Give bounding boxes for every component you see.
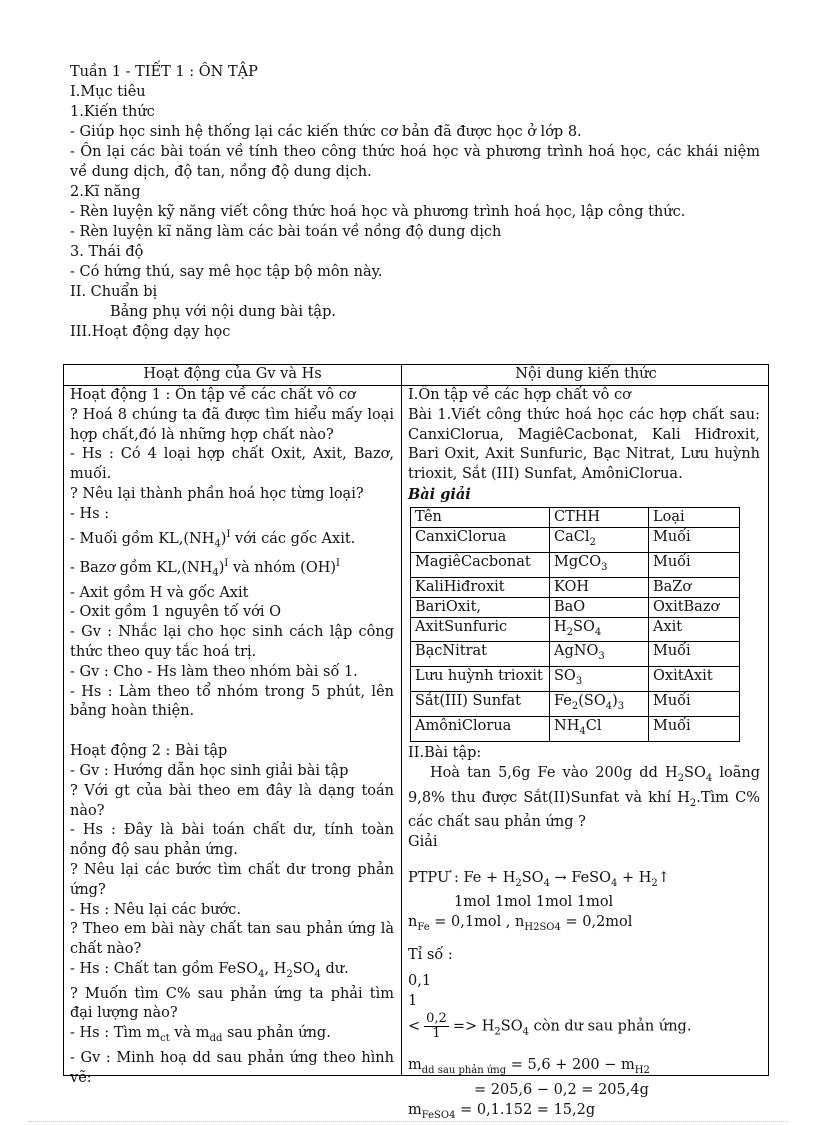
salt-composition: - Muối gồm $KL,(NH_4)^I$ với các gốc Axit. xyxy=(70,528,356,550)
answer-steps: - Hs : Nêu lại các bước. xyxy=(70,901,242,918)
subsection-knowledge: 1.Kiến thức xyxy=(70,104,155,120)
exercise-2-prompt: Hoà tan 5,6g Fe vào 200g dd $H_2SO_4$ loãng 9,8% thu được Sắt(II)Sunfat và khí $H_2.Tìm$ C% các chất sau phản ứng ? xyxy=(408,764,760,831)
base-composition: - Bazơ gồm $KL,(NH_4)^I$ và nhóm (OH)$^I$ xyxy=(70,558,340,579)
compound-formula: $H_2SO_4$ xyxy=(550,617,649,642)
compound-type: Muối xyxy=(649,717,740,742)
lesson-title: Tuần 1 - TIẾT 1 : ÔN TẬP xyxy=(70,64,258,80)
compound-formula: AgNO$_3$ xyxy=(550,642,649,667)
solution-table xyxy=(410,507,740,742)
section-preparation: II. Chuẩn bị xyxy=(70,284,158,300)
answer-solutes: - Hs : Chất tan gồm FeSO$_4$, $H_2SO_4$ dư. xyxy=(70,960,349,980)
compound-formula: $Fe_2(SO_4)_3$ xyxy=(550,692,649,717)
lesson-header xyxy=(70,62,760,342)
solution-header-row xyxy=(411,507,740,527)
col-type: Loại xyxy=(649,507,740,527)
compound-name: Sắt(III) Sunfat xyxy=(411,692,550,717)
col-name: Tên xyxy=(411,507,550,527)
section-objectives: I.Mục tiêu xyxy=(70,84,146,100)
knowledge-column: I.Ôn tập về các hợp chất vô cơ Bài 1.Viết công thức hoá học các hợp chất sau: CanxiClorua, MagiêCacbonat, Kali Hiđroxit, Bari Oxit, Axit Sunfuric, Bạc Nitrat, Lưu huỳnh trioxit, Sắt (III) Sunfat, AmôniClorua. Bài giải Tên CTHH Loại CanxiClorua CaCl$_2$ Muối MagiêCacbonat MgCO$_3$ Muối KaliHiđroxit KOH BaZơ BariOxit, BaO OxitBazơ AxitSunfuric $H_2SO_4$ Axit BạcNitrat AgNO$_3$ Muối Lưu huỳnh trioxit $SO_3$ OxitAxit Sắt(III) Sunfat $Fe_2(SO_4)_3$ Muối AmôniClorua $NH_4Cl$ Muối II.Bài tập: Hoà tan 5,6g Fe vào 200g dd $H_2SO_4$ loãng 9,8% thu được Sắt(II)Sunfat và khí $H_2.Tìm$ C% các chất sau phản ứng ? Giải PTPƯ : $Fe + H_2SO_4$ → FeSO$_4$ + $H_2↑$ 1mol 1mol 1mol 1mol $n_{Fe} = 0,1mol$ , $n_{H2SO4} = 0,2mol$ Tỉ số : 0,1 1 < $\frac{0,2}{1}$ => $H_2SO_4$ còn dư sau phản ứng. $m_{dd sau phản ứng} = 5,6 + 200 - m_{H2}$ = 205,6 − 0,2 = 205,4g $m_{FeSO4} = 0,1.152 = 15,2g$ xyxy=(408,386,760,1125)
question-composition: ? Nêu lại thành phần hoá học từng loại? xyxy=(70,485,364,502)
compound-formula: CaCl$_2$ xyxy=(550,527,649,552)
table-header-row xyxy=(64,365,768,386)
solve-label: Giải xyxy=(408,833,438,850)
compound-type: Axit xyxy=(649,617,740,642)
question-solutes: ? Theo em bài này chất tan sau phản ứng là chất nào? xyxy=(70,921,394,958)
mole-calculation: $n_{Fe} = 0,1mol$ , $n_{H2SO4} = 0,2mol$ xyxy=(408,914,633,934)
col-formula: CTHH xyxy=(550,507,649,527)
solution-row xyxy=(411,527,740,552)
solution-mass: $m_{dd sau phản ứng} = 5,6 + 200 - m_{H2}$ xyxy=(408,1057,650,1077)
skills-item-1: - Rèn luyện kỹ năng viết công thức hoá học và phương trình hoá học, lập công thức. xyxy=(70,204,686,220)
answer-problem-type: - Hs : Đây là bài toán chất dư, tính toàn nồng độ sau phản ứng. xyxy=(70,822,394,859)
compound-name: AmôniClorua xyxy=(411,717,550,742)
activities-table xyxy=(63,364,769,1121)
solution-row xyxy=(411,597,740,617)
solution-row xyxy=(411,642,740,667)
question-steps: ? Nêu lại các bước tìm chất dư trong phản ứng? xyxy=(70,861,394,898)
question-quantities: ? Muốn tìm C% sau phản ứng ta phải tìm đại lượng nào? xyxy=(70,985,394,1022)
oxide-composition: - Oxit gồm 1 nguyên tố với O xyxy=(70,604,282,621)
answer-quantities: - Hs : Tìm $m_{ct}$ và $m_{dd}$ sau phản ứng. xyxy=(70,1025,331,1045)
teacher-student-column xyxy=(70,386,394,1089)
skills-item-2: - Rèn luyện kĩ năng làm các bài toán về nồng độ dung dịch xyxy=(70,224,502,240)
compound-type: OxitAxit xyxy=(649,667,740,692)
mole-ratio: 1mol 1mol 1mol 1mol xyxy=(454,894,614,911)
solution-row xyxy=(411,617,740,642)
compound-name: BariOxit, xyxy=(411,597,550,617)
attitude-item-1: - Có hứng thú, say mê học tập bộ môn này. xyxy=(70,264,383,280)
compound-name: BạcNitrat xyxy=(411,642,550,667)
solution-mass-result: = 205,6 − 0,2 = 205,4g xyxy=(474,1081,649,1098)
acid-composition: - Axit gồm H và gốc Axit xyxy=(70,584,249,601)
compound-formula: BaO xyxy=(550,597,649,617)
question-compound-types: ? Hoá 8 chúng ta đã được tìm hiểu mấy loại hợp chất,đó là những hợp chất nào? xyxy=(70,406,394,443)
compound-formula: $SO_3$ xyxy=(550,667,649,692)
ratio-comparison: Tỉ số : xyxy=(408,946,453,963)
compound-type: Muối xyxy=(649,692,740,717)
section-inorganic-review: I.Ôn tập về các hợp chất vô cơ xyxy=(408,387,631,403)
section-exercises: II.Bài tập: xyxy=(408,745,482,762)
compound-type: Muối xyxy=(649,552,740,577)
reaction-equation: PTPƯ : $Fe + H_2SO_4$ → FeSO$_4$ + $H_2↑$ xyxy=(408,869,670,889)
student-label: - Hs : xyxy=(70,505,110,522)
student-group-work: - Hs : Làm theo tổ nhóm trong 5 phút, lên bảng hoàn thiện. xyxy=(70,683,394,720)
knowledge-item-2: - Ôn lại các bài toán về tính theo công thức hoá học và phương trình hoá học, các khái niệm về dung dịch, độ tan, nồng độ dung dịch. xyxy=(70,144,760,180)
compound-type: OxitBazơ xyxy=(649,597,740,617)
compound-name: Lưu huỳnh trioxit xyxy=(411,667,550,692)
compound-formula: KOH xyxy=(550,577,649,597)
solution-row xyxy=(411,692,740,717)
compound-type: BaZơ xyxy=(649,577,740,597)
question-problem-type: ? Với gt của bài theo em đây là dạng toán nào? xyxy=(70,782,394,819)
activity-1-title: Hoạt động 1 : Ôn tập về các chất vô cơ xyxy=(70,387,356,403)
compound-type: Muối xyxy=(649,527,740,552)
teacher-formula-rule: - Gv : Nhắc lại cho học sinh cách lập công thức theo quy tắc hoá trị. xyxy=(70,624,394,660)
answer-compound-types: - Hs : Có 4 loại hợp chất Oxit, Axit, Bazơ, muối. xyxy=(70,446,394,483)
compound-formula: $NH_4Cl$ xyxy=(550,717,649,742)
compound-name: CanxiClorua xyxy=(411,527,550,552)
compound-type: Muối xyxy=(649,642,740,667)
subsection-attitude: 3. Thái độ xyxy=(70,244,144,260)
teacher-illustration: - Gv : Minh hoạ dd sau phản ứng theo hình vẽ: xyxy=(70,1049,394,1086)
activity-2-title: Hoạt động 2 : Bài tập xyxy=(70,743,228,760)
teacher-guide: - Gv : Hướng dẫn học sinh giải bài tập xyxy=(70,762,349,779)
header-content: Nội dung kiến thức xyxy=(515,366,657,382)
page-footer-line xyxy=(28,1121,788,1122)
solution-row xyxy=(411,717,740,742)
compound-name: KaliHiđroxit xyxy=(411,577,550,597)
preparation-item: Bảng phụ với nội dung bài tập. xyxy=(110,304,336,320)
solution-row xyxy=(411,552,740,577)
subsection-skills: 2.Kĩ năng xyxy=(70,184,141,200)
solution-row xyxy=(411,667,740,692)
knowledge-item-1: - Giúp học sinh hệ thống lại các kiến thức cơ bản đã được học ở lớp 8. xyxy=(70,124,582,140)
solution-label: Bài giải xyxy=(408,485,471,503)
header-activities: Hoạt động của Gv và Hs xyxy=(143,366,322,382)
feso4-mass: $m_{FeSO4} = 0,1.152 = 15,2g$ xyxy=(408,1101,596,1121)
compound-name: AxitSunfuric xyxy=(411,617,550,642)
compound-formula: MgCO$_3$ xyxy=(550,552,649,577)
solution-row xyxy=(411,577,740,597)
section-activities: III.Hoạt động dạy học xyxy=(70,324,231,340)
column-divider xyxy=(401,365,402,1075)
fraction-acid: $\frac{0,2}{1}$ xyxy=(426,1010,447,1041)
teacher-group-task: - Gv : Cho - Hs làm theo nhóm bài số 1. xyxy=(70,663,358,680)
compound-name: MagiêCacbonat xyxy=(411,552,550,577)
exercise-1-prompt: Bài 1.Viết công thức hoá học các hợp chất sau: CanxiClorua, MagiêCacbonat, Kali Hiđroxit, Bari Oxit, Axit Sunfuric, Bạc Nitrat, Lưu huỳnh trioxit, Sắt (III) Sunfat, AmôniClorua. xyxy=(408,406,760,483)
